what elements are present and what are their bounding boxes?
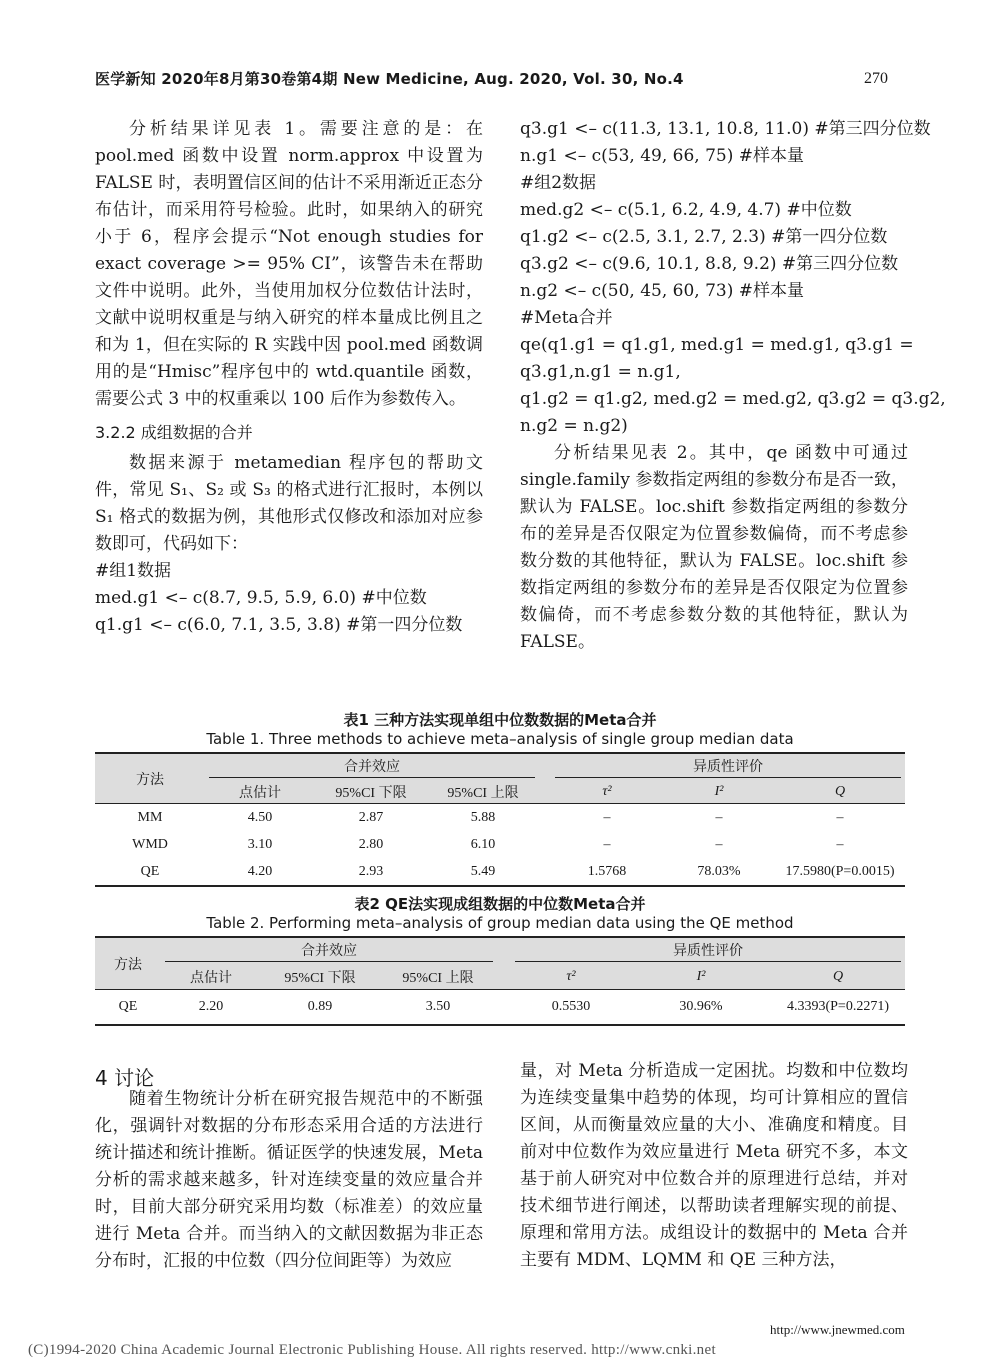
th-i2: I² [714,784,724,799]
section-heading: 4 讨论 [95,1066,155,1090]
code-line: q1.g1 <– c(6.0, 7.1, 3.5, 3.8) #第一四分位数 [95,615,463,635]
code-line: q3.g1 <– c(11.3, 13.1, 10.8, 11.0) #第三四分位数 [520,119,931,139]
paragraph: 随着生物统计分析在研究报告规范中的不断强化，强调针对数据的分布形态采用合适的方法进行统计描述和统计推断。循证医学的快速发展，Meta 分析的需求越来越多，针对连续变量的效应量合并时，目前大部分研究采用均数（标准差）的效应量进行 Meta 合并。而当纳入的文献因数据为非正态分布时，汇报的中位数（四分位间距等）为效应 [95,1089,483,1271]
code-line: #Meta合并 [520,308,613,328]
table-row: QE 4.20 2.93 5.49 1.5768 78.03% 17.5980(P=0.0015) [95,858,905,886]
code-line: q3.g2 <– c(9.6, 10.1, 8.8, 9.2) #第三四分位数 [520,254,899,274]
th-point: 点估计 [239,786,281,801]
th-method: 方法 [136,772,164,788]
table-row: WMD 3.10 2.80 6.10 – – – [132,836,844,852]
table2-caption [95,895,905,933]
th-pooled: 合并效应 [205,753,539,781]
section4-left [95,1086,483,1275]
table2 [95,936,905,1026]
paragraph: 分析结果详见表 1。需要注意的是：在 pool.med 函数中设置 norm.approx 中设置为 FALSE 时，表明置信区间的估计不采用渐近正态分布估计，而采用符号检验。此时，如果纳入的研究小于 6，程序会提示“Not enough studies for exact coverage >= 95% CI”，该警告未在帮助文件中说明。此外，当使用加权分位数估计法时，文献中说明权重是与纳入研究的样本量成比例且之和为 1，但在实际的 R 实践中因 pool.med 函数调用的是“Hmisc”程序包中的 wtd.quantile 函数，需要公式 3 中的权重乘以 100 后作为参数传入。 [95,119,483,409]
table1-caption-en: Table 1. Three methods to achieve meta–analysis of single group median data [206,730,794,748]
th-ci-low: 95%CI 下限 [284,971,356,986]
right-column [520,116,946,656]
code-line: q1.g2 <– c(2.5, 3.1, 2.7, 2.3) #第一四分位数 [520,227,888,247]
code-line: med.g1 <– c(8.7, 9.5, 5.9, 6.0) #中位数 [95,588,427,608]
table1 [95,752,905,887]
th-tau2: τ² [566,969,576,984]
code-line: med.g2 <– c(5.1, 6.2, 4.9, 4.7) #中位数 [520,200,852,220]
code-line: n.g2 = n.g2) [520,416,628,436]
th-hetero: 异质性评价 [551,753,905,781]
th-ci-high: 95%CI 上限 [402,971,474,986]
th-ci-high: 95%CI 上限 [447,786,519,801]
th-point: 点估计 [190,971,232,986]
th-q: Q [834,784,846,799]
th-hetero: 异质性评价 [511,937,905,965]
table1-caption [95,711,905,749]
code-line: n.g2 <– c(50, 45, 60, 73) #样本量 [520,281,804,301]
left-column [95,116,483,639]
running-header: 医学新知 2020年8月第30卷第4期 New Medicine, Aug. 2020, Vol. 30, No.4 [95,70,684,88]
table-row: MM 4.50 2.87 5.88 – – – [137,809,844,825]
paragraph: 分析结果见表 2。其中，qe 函数中可通过 single.family 参数指定两组的参数分布是否一致，默认为 FALSE。loc.shift 参数指定两组的参数分布的差异是否仅限定为位置参数偏倚，而不考虑参数分数的其他特征，默认为 FALSE。loc.shift 参数指定两组的参数分布的差异是否仅限定为位置参数偏倚，而不考虑参数分数的其他特征，默认为 FALSE。 [520,443,908,652]
th-pooled: 合并效应 [161,937,497,965]
code-line: q3.g1,n.g1 = n.g1, [520,362,681,382]
th-tau2: τ² [602,784,612,799]
th-i2: I² [696,969,706,984]
table1-caption-cn: 表1 三种方法实现单组中位数数据的Meta合并 [343,711,657,729]
th-ci-low: 95%CI 下限 [335,786,407,801]
section4-right [520,1058,908,1274]
table2-caption-en: Table 2. Performing meta–analysis of group median data using the QE method [206,914,794,932]
journal-url: http://www.jnewmed.com [770,1322,905,1337]
table2-caption-cn: 表2 QE法实现成组数据的中位数Meta合并 [354,895,646,913]
code-line: #组1数据 [95,561,172,581]
th-q: Q [832,969,844,984]
subheading: 3.2.2 成组数据的合并 [95,423,253,442]
code-line: #组2数据 [520,173,597,193]
th-method: 方法 [114,957,142,973]
copyright-footer: (C)1994-2020 China Academic Journal Electronic Publishing House. All rights reserved. http://www.cnki.net [28,1342,716,1358]
paragraph: 量，对 Meta 分析造成一定困扰。均数和中位数均为连续变量集中趋势的体现，均可计算相应的置信区间，从而衡量效应量的大小、准确度和精度。目前对中位数作为效应量进行 Meta 研究不多，本文基于前人研究对中位数合并的原理进行总结，并对技术细节进行阐述，以帮助读者理解实现的前提、原理和常用方法。成组设计的数据中的 Meta 合并主要有 MDM、LQMM 和 QE 三种方法， [520,1061,908,1270]
paragraph: 数据来源于 metamedian 程序包的帮助文件，常见 S₁、S₂ 或 S₃ 的格式进行汇报时，本例以 S₁ 格式的数据为例，其他形式仅修改和添加对应参数即可，代码如下： [95,453,483,554]
code-line: n.g1 <– c(53, 49, 66, 75) #样本量 [520,146,804,166]
code-line: qe(q1.g1 = q1.g1, med.g1 = med.g1, q3.g1 = [520,335,914,355]
page-number: 270 [864,70,888,87]
table-row: QE 2.20 0.89 3.50 0.5530 30.96% 4.3393(P=0.2271) [95,990,905,1026]
code-line: q1.g2 = q1.g2, med.g2 = med.g2, q3.g2 = q3.g2, [520,389,946,409]
